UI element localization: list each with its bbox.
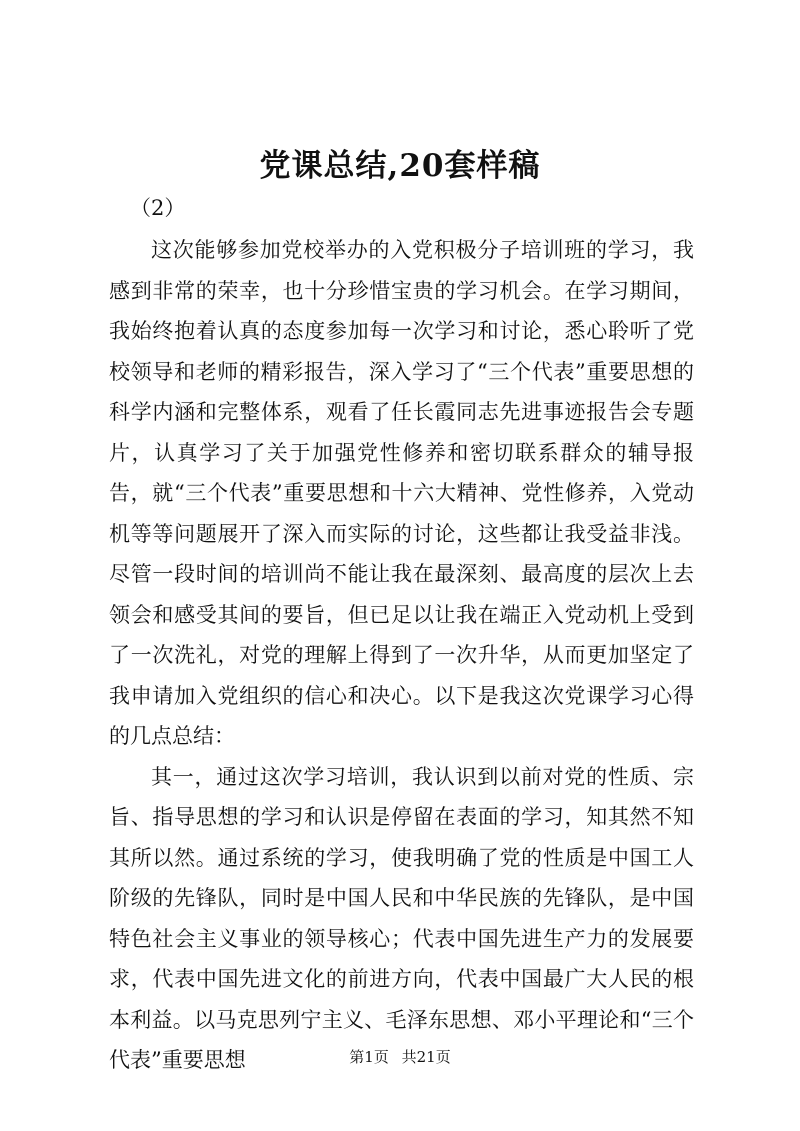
page-total: 共21页 bbox=[401, 1048, 451, 1066]
page-number: 第1页 bbox=[349, 1048, 389, 1066]
paragraph-2: 其一，通过这次学习培训，我认识到以前对党的性质、宗旨、指导思想的学习和认识是停留在表面的学习，知其然不知其所以然。通过系统的学习，使我明确了党的性质是中国工人阶级的先锋队，同时是中国人民和中华民族的先锋队，是中国特色社会主义事业的领导核心；代表中国先进生产力的发展要求，代表中国先进文化的前进方向，代表中国最广大人民的根本利益。以马克思列宁主义、毛泽东思想、邓小平理论和“三个代表”重要思想 bbox=[109, 764, 694, 1072]
document-title: 党课总结,20套样稿 bbox=[259, 148, 541, 184]
page-footer bbox=[0, 1046, 800, 1067]
document-body bbox=[109, 230, 694, 1081]
section-number: （2） bbox=[130, 196, 186, 220]
paragraph-1: 这次能够参加党校举办的入党积极分子培训班的学习，我感到非常的荣幸，也十分珍惜宝贵的学习机会。在学习期间，我始终抱着认真的态度参加每一次学习和讨论，悉心聆听了党校领导和老师的精彩报告，深入学习了“三个代表”重要思想的科学内涵和完整体系，观看了任长霞同志先进事迹报告会专题片，认真学习了关于加强党性修养和密切联系群众的辅导报告，就“三个代表”重要思想和十六大精神、党性修养，入党动机等等问题展开了深入而实际的讨论，这些都让我受益非浅。尽管一段时间的培训尚不能让我在最深刻、最高度的层次上去领会和感受其间的要旨，但已足以让我在端正入党动机上受到了一次洗礼，对党的理解上得到了一次升华，从而更加坚定了我申请加入党组织的信心和决心。以下是我这次党课学习心得的几点总结： bbox=[109, 238, 694, 748]
